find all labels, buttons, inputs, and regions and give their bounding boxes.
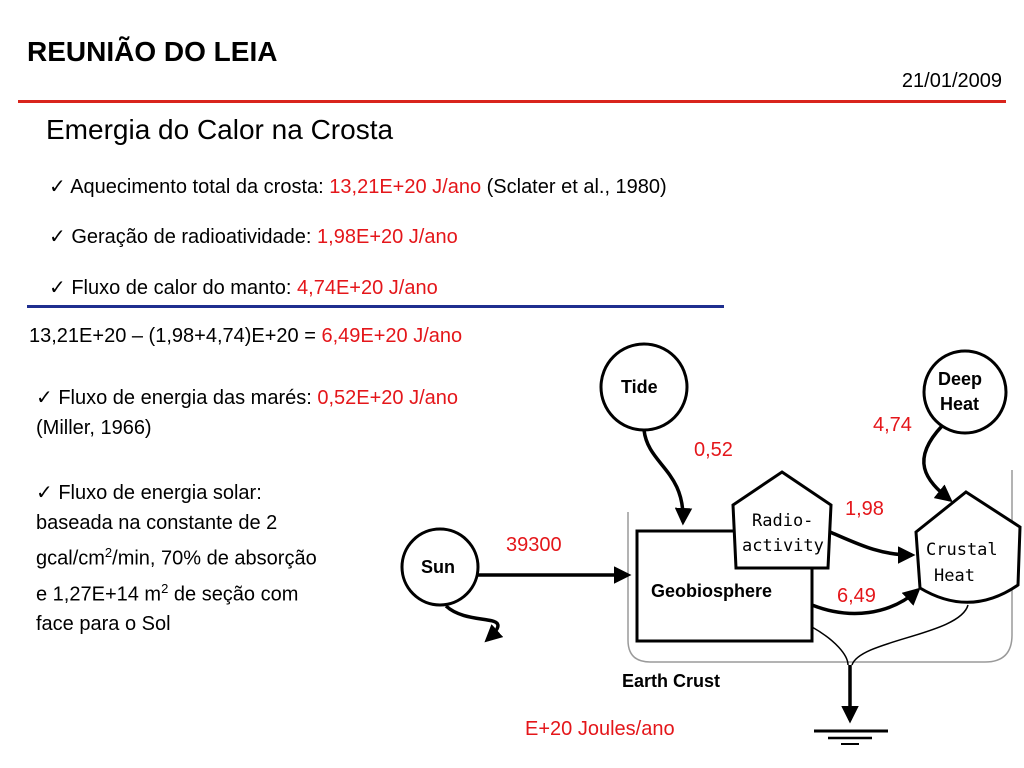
deep-heat-flow-arrow <box>924 426 950 500</box>
solar-line-2: baseada na constante de 2 <box>36 512 278 534</box>
bullet-value: 1,98E+20 J/ano <box>317 226 458 248</box>
deep-heat-label-1: Deep <box>938 369 983 389</box>
equation-result: 6,49E+20 J/ano <box>321 325 463 347</box>
bullet-source: (Sclater et al., 1980) <box>481 176 667 198</box>
bullet-value: 13,21E+20 J/ano <box>329 176 482 198</box>
radioactivity-label-2: activity <box>742 536 824 556</box>
solar-line-4b: de seção com <box>168 583 299 606</box>
section-subtitle: Emergia do Calor na Crosta <box>46 114 394 145</box>
bullet-label: Aquecimento total da crosta: <box>70 176 330 198</box>
tide-flux-label: Fluxo de energia das marés: <box>58 387 318 409</box>
tide-flux-value: 0,52E+20 J/ano <box>317 387 459 409</box>
superscript-2: 2 <box>104 545 113 560</box>
solar-line-4a: e 1,27E+14 m <box>36 583 162 606</box>
bullet-label: Fluxo de calor do manto: <box>71 277 298 299</box>
solar-line-3a: gcal/cm <box>36 547 105 570</box>
sun-loss-arrow <box>446 606 498 640</box>
sun-flow-value: 39300 <box>506 534 562 556</box>
check-icon: ✓ <box>36 482 53 504</box>
sun-label: Sun <box>421 557 455 577</box>
deep-heat-source <box>924 351 1006 433</box>
deep-heat-label-2: Heat <box>940 394 980 414</box>
crustal-heat-label-2: Heat <box>934 566 975 586</box>
tide-label: Tide <box>621 377 658 397</box>
slide-title: REUNIÃO DO LEIA <box>27 36 278 67</box>
solar-line-3b: /min, 70% de absorção <box>112 547 317 570</box>
solar-line-5: face para o Sol <box>36 613 171 636</box>
bullet-label: Geração de radioatividade: <box>71 226 318 248</box>
tide-flow-arrow <box>644 430 683 522</box>
check-icon: ✓ <box>49 277 66 299</box>
radioactivity-flow-value: 1,98 <box>845 498 884 520</box>
radioactivity-label-1: Radio- <box>752 511 814 531</box>
heat-sink-drain-left <box>812 627 848 665</box>
tide-flux-source: (Miller, 1966) <box>36 417 152 439</box>
earth-crust-label: Earth Crust <box>622 671 721 691</box>
heat-sink-ground-icon <box>814 731 888 744</box>
radioactivity-flow-arrow <box>830 532 912 555</box>
check-icon: ✓ <box>49 176 66 198</box>
superscript-2: 2 <box>161 580 169 596</box>
solar-line-1: Fluxo de energia solar: <box>58 482 262 504</box>
tide-flow-value: 0,52 <box>694 439 733 461</box>
check-icon: ✓ <box>36 387 53 409</box>
crustal-flow-value: 6,49 <box>837 585 876 607</box>
diagram-units: E+20 Joules/ano <box>525 718 675 740</box>
geobiosphere-label: Geobiosphere <box>651 581 773 601</box>
crustal-heat-label-1: Crustal <box>926 540 998 560</box>
check-icon: ✓ <box>49 226 66 248</box>
deep-heat-flow-value: 4,74 <box>873 414 912 436</box>
slide-date: 21/01/2009 <box>901 70 1002 92</box>
equation-text: 13,21E+20 – (1,98+4,74)E+20 = <box>29 325 322 347</box>
bullet-value: 4,74E+20 J/ano <box>297 277 438 299</box>
